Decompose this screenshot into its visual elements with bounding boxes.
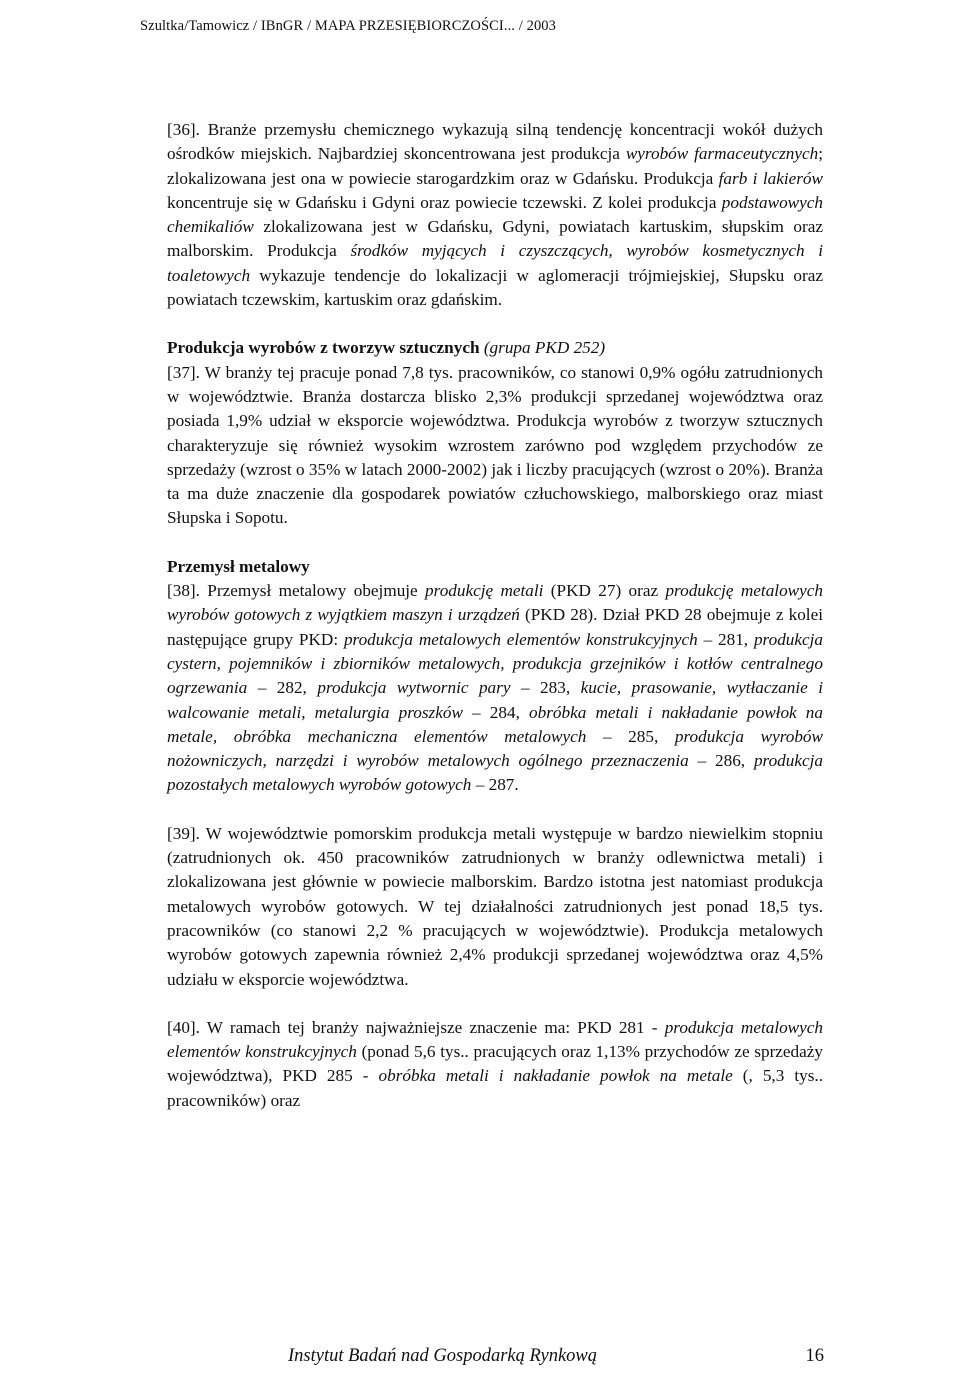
p36-text-i: wykazuje tendencje do lokalizacji w aglomeracji trójmiejskiej, Słupsku oraz powiatach tczewskim, kartuskim oraz gdańskim. [167, 265, 823, 310]
p36-italic-b: wyrobów farmaceutycznych [625, 144, 819, 164]
p38-italic-j: produkcja wytwornic pary [317, 678, 511, 698]
p38-text-q: – 286, [688, 751, 754, 771]
section1-title: Produkcja wyrobów z tworzyw sztucznych [167, 338, 480, 358]
page-header: Szultka/Tamowicz / IBnGR / MAPA PRZESIĘBIORCZOŚCI... / 2003 [140, 18, 557, 34]
p38-text-g: – 281, [697, 629, 754, 649]
p38-text-o: – 285, [586, 726, 675, 746]
p40-text-c: (ponad 5,6 tys.. pracujących oraz 1,13% przychodów ze sprzedaży województwa), PKD 285 - [167, 1042, 823, 1086]
p40-italic-d: obróbka metali i nakładanie powłok na metale [378, 1066, 733, 1086]
p36-text-g: zlokalizowana jest w Gdańsku, Gdyni, powiatach kartuskim, słupskim oraz malborskim. Produkcja [167, 217, 823, 261]
page-number: 16 [805, 1346, 824, 1366]
section-heading-metal: Przemysł metalowy [167, 556, 310, 576]
p40-italic-b: produkcja metalowych elementów konstrukcyjnych [167, 1017, 824, 1062]
p38-text-m: – 284, [462, 702, 530, 722]
paragraph-38 [167, 579, 823, 798]
page-footer [288, 1346, 824, 1367]
section1-code: (grupa PKD 252) [483, 338, 606, 358]
p38-italic-f: produkcja metalowych elementów konstrukcyjnych [343, 629, 698, 649]
p38-italic-d: produkcję metalowych wyrobów gotowych z wyjątkiem maszyn i urządzeń [167, 581, 823, 625]
p38-text-k: – 283, [510, 678, 581, 698]
section-heading-plastics [167, 336, 823, 360]
p36-italic-f: podstawowych chemikaliów [167, 192, 823, 237]
p36-italic-d: farb i lakierów [718, 168, 823, 188]
p40-text-a: [40]. W ramach tej branży najważniejsze znaczenie ma: PKD 281 - [167, 1017, 665, 1037]
p36-text-a: [36]. Branże przemysłu chemicznego wykazują silną tendencję koncentracji wokół dużych ośrodków miejskich. Najbardziej skoncentrowana jest produkcja [167, 120, 823, 164]
p36-text-e: koncentruje się w Gdańsku i Gdyni oraz powiecie tczewski. Z kolei produkcja [167, 192, 722, 212]
p38-italic-b: produkcję metali [425, 581, 544, 601]
p36-italic-h: środków myjących i czyszczących, wyrobów kosmetycznych i toaletowych [167, 241, 823, 285]
p40-text-e: (, 5,3 tys.. pracowników) oraz [167, 1066, 824, 1110]
p38-italic-h: produkcja cystern, pojemników i zbiorników metalowych, produkcja grzejników i kotłów centralnego ogrzewania [167, 629, 824, 698]
p38-text-i: – 282, [247, 678, 318, 698]
p38-text-s: – 287. [471, 775, 519, 795]
footer-institute: Instytut Badań nad Gospodarką Rynkową [288, 1346, 597, 1366]
p36-text-c: ; zlokalizowana jest ona w powiecie starogardzkim oraz w Gdańsku. Produkcja [167, 144, 823, 188]
document-body [167, 118, 823, 1113]
p38-text-a: [38]. Przemysł metalowy obejmuje [167, 581, 426, 601]
paragraph-40 [167, 1016, 823, 1113]
p38-italic-l: kucie, prasowanie, wytłaczanie i walcowanie metali, metalurgia proszków [167, 678, 824, 722]
paragraph-36 [167, 118, 823, 312]
p38-italic-p: produkcja wyrobów nożowniczych, narzędzi i wyrobów metalowych ogólnego przeznaczenia [167, 726, 823, 771]
paragraph-37: [37]. W branży tej pracuje ponad 7,8 tys. pracowników, co stanowi 0,9% ogółu zatrudnionych w województwie. Branża dostarcza blisko 2,3% produkcji sprzedanej województwa oraz posiada 1,9% udział w eksporcie województwa. Produkcja wyrobów z tworzyw sztucznych charakteryzuje się również wysokim wzrostem zarówno pod względem przychodów ze sprzedaży (wzrost o 35% w latach 2000-2002) jak i liczby pracujących (wzrost o 20%). Branża ta ma duże znaczenie dla gospodarek powiatów człuchowskiego, malborskiego oraz miast Słupska i Sopotu. [167, 362, 823, 528]
paragraph-39: [39]. W województwie pomorskim produkcja metali występuje w bardzo niewielkim stopniu (zatrudnionych ok. 450 pracowników zatrudnionych w branży odlewnictwa metali) i zlokalizowana jest głównie w powiecie malborskim. Bardzo istotna jest natomiast produkcja metalowych wyrobów gotowych. W tej działalności zatrudnionych jest ponad 18,5 tys. pracowników (co stanowi 2,2 % pracujących w województwie). Produkcja metalowych wyrobów gotowych zapewnia również 2,4% produkcji sprzedanej województwa oraz 4,5% udziału w eksporcie województwa. [167, 823, 823, 989]
p38-text-e: (PKD 28). Dział PKD 28 obejmuje z kolei następujące grupy PKD: [167, 605, 823, 649]
p38-text-c: (PKD 27) oraz [543, 581, 666, 601]
p38-italic-r: produkcja pozostałych metalowych wyrobów gotowych [167, 751, 823, 795]
p38-italic-n: obróbka metali i nakładanie powłok na metale, obróbka mechaniczna elementów metalowych [167, 702, 823, 746]
